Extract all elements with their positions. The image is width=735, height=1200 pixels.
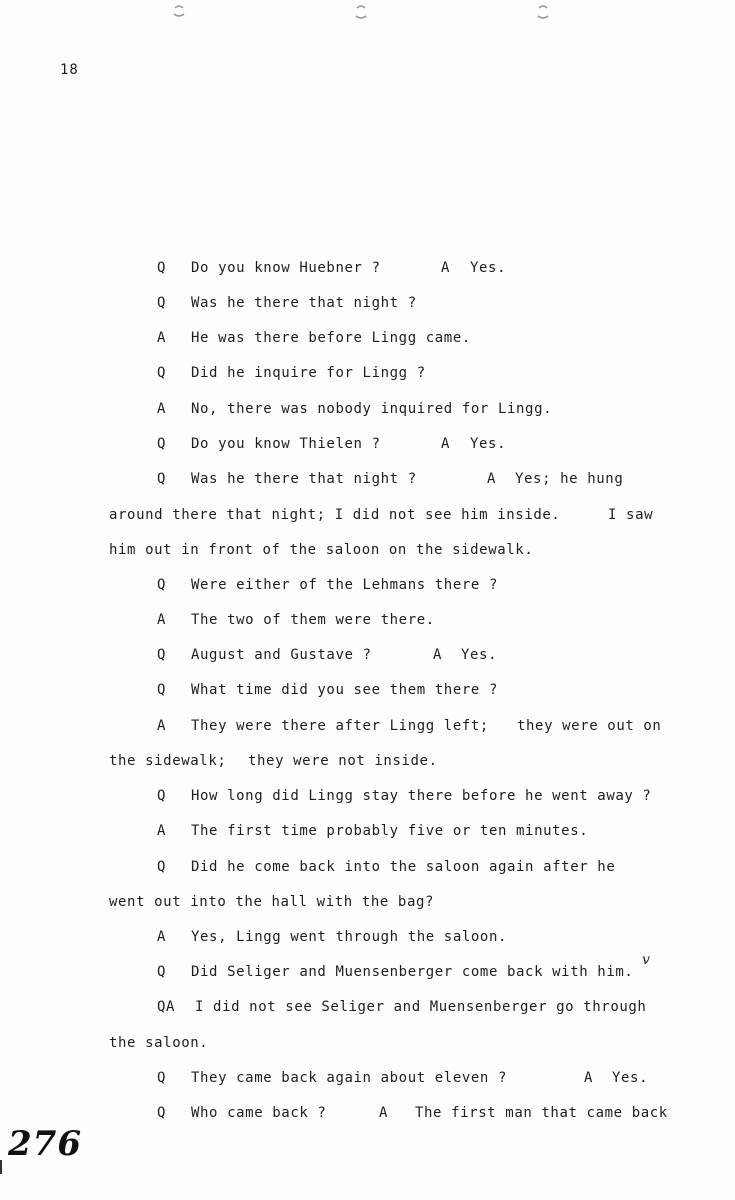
transcript-text: they were out on — [517, 718, 662, 734]
edge-mark — [0, 1160, 10, 1174]
transcript-text: Did Seliger and Muensenberger come back with him. — [191, 964, 634, 980]
transcript-text: He was there before Lingg came. — [191, 330, 471, 346]
transcript-text: Was he there that night ? — [191, 471, 417, 487]
transcript-text: Yes, Lingg went through the saloon. — [191, 929, 508, 945]
transcript-text: Do you know Huebner ? — [191, 260, 381, 276]
transcript-text: I did not see Seliger and Muensenberger go through — [195, 999, 647, 1015]
transcript-text: What time did you see them there ? — [191, 682, 498, 698]
transcript-text: Q — [157, 788, 167, 804]
transcript-text: they were not inside. — [248, 753, 438, 769]
transcript-text: him out in front of the saloon on the sidewalk. — [109, 542, 534, 558]
transcript-text: Q — [157, 647, 167, 663]
transcript-text: The first man that came back — [415, 1105, 668, 1121]
transcript-text: Yes. — [461, 647, 498, 663]
transcript-text: Q — [157, 859, 167, 875]
transcript-text: Who came back ? — [191, 1105, 327, 1121]
transcript-text: A — [157, 401, 167, 417]
transcript-text: Q — [157, 1105, 167, 1121]
transcript-text: A — [379, 1105, 389, 1121]
transcript-text: How long did Lingg stay there before he went away ? — [191, 788, 652, 804]
transcript-text: Q — [157, 260, 167, 276]
transcript-text: The two of them were there. — [191, 612, 435, 628]
transcript-text: the sidewalk; — [109, 753, 227, 769]
transcript-text: A — [487, 471, 497, 487]
transcript-text: A — [157, 330, 167, 346]
punch-hole-mark — [536, 4, 550, 22]
transcript-text: A — [157, 823, 167, 839]
transcript-text: Yes. — [470, 436, 507, 452]
transcript-text: A — [157, 929, 167, 945]
transcript-text: Q — [157, 682, 167, 698]
transcript-text: A — [433, 647, 443, 663]
transcript-text: They came back again about eleven ? — [191, 1070, 508, 1086]
transcript-text: Did he inquire for Lingg ? — [191, 365, 426, 381]
transcript-text: Were either of the Lehmans there ? — [191, 577, 498, 593]
transcript-text: A — [584, 1070, 594, 1086]
transcript-text: They were there after Lingg left; — [191, 718, 489, 734]
transcript-text: QA — [157, 999, 176, 1015]
transcript-text: A — [441, 436, 451, 452]
transcript-text: Did he come back into the saloon again after he — [191, 859, 616, 875]
transcript-text: No, there was nobody inquired for Lingg. — [191, 401, 553, 417]
transcript-text: went out into the hall with the bag? — [109, 894, 435, 910]
transcript-text: around there that night; I did not see him inside. — [109, 507, 561, 523]
transcript-text: the saloon. — [109, 1035, 209, 1051]
transcript-text: Q — [157, 577, 167, 593]
transcript-text: Q — [157, 471, 167, 487]
transcript-text: I saw — [608, 507, 654, 523]
transcript-text: A — [157, 612, 167, 628]
transcript-text: Yes. — [612, 1070, 649, 1086]
transcript-text: Q — [157, 295, 167, 311]
transcript-text: A — [441, 260, 451, 276]
page-number: 18 — [60, 62, 79, 78]
transcript-text: Do you know Thielen ? — [191, 436, 381, 452]
punch-hole-mark — [172, 4, 186, 22]
handwritten-page-number: 276 — [8, 1124, 82, 1164]
transcript-text: Q — [157, 964, 167, 980]
transcript-text: Yes. — [470, 260, 507, 276]
transcript-text: A — [157, 718, 167, 734]
transcript-text: August and Gustave ? — [191, 647, 372, 663]
transcript-text: Q — [157, 436, 167, 452]
transcript-text: Q — [157, 1070, 167, 1086]
transcript-text: Yes; he hung — [515, 471, 624, 487]
transcript-text: Q — [157, 365, 167, 381]
margin-check-mark: v — [642, 952, 650, 968]
punch-hole-mark — [354, 4, 368, 22]
transcript-text: The first time probably five or ten minutes. — [191, 823, 589, 839]
transcript-text: Was he there that night ? — [191, 295, 417, 311]
